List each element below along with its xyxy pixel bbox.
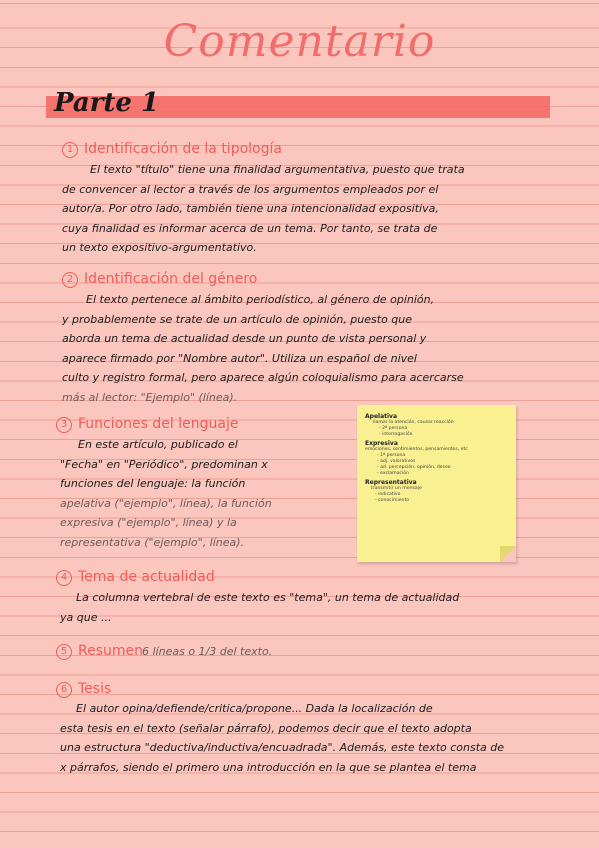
number-circle-icon: 3 xyxy=(56,417,72,433)
section-5-title: Resumen xyxy=(78,643,144,659)
note-line: - conocimiento xyxy=(375,498,410,503)
text-line: El texto "título" tiene una finalidad argumentativa, puesto que trata xyxy=(90,163,465,176)
text-line: ya que ... xyxy=(60,610,112,624)
text-line: "Fecha" en "Periódico", predominan x xyxy=(60,457,268,471)
text-line: El autor opina/defiende/critica/propone... Dada la localización de xyxy=(76,702,433,715)
note-line: - adj. valorativos xyxy=(377,459,416,464)
note-line: llamar la atención, causar reacción xyxy=(373,420,454,425)
page-title: Comentario xyxy=(163,16,436,67)
note-line: - 1ª persona xyxy=(377,453,406,458)
number-circle-icon: 6 xyxy=(56,682,72,698)
section-4-title: Tema de actualidad xyxy=(78,569,215,585)
sticky-note xyxy=(357,405,516,562)
text-line: El texto pertenece al ámbito periodístico, al género de opinión, xyxy=(86,293,435,306)
text-line: una estructura "deductiva/inductiva/encuadrada". Además, este texto consta de xyxy=(60,741,505,755)
text-line: x párrafos, siendo el primero una introducción en la que se plantea el tema xyxy=(60,760,477,774)
number-circle-icon: 5 xyxy=(56,644,72,660)
part-heading: Parte 1 xyxy=(54,88,160,118)
number-circle-icon: 1 xyxy=(62,142,78,158)
section-3-heading xyxy=(56,416,238,433)
text-line: representativa ("ejemplo", línea). xyxy=(60,535,245,549)
note-line: - 2ª persona xyxy=(379,426,408,431)
note-representativa-title: Representativa xyxy=(365,479,417,486)
note-expresiva-title: Expresiva xyxy=(365,440,398,447)
text-line: La columna vertebral de este texto es "tema", un tema de actualidad xyxy=(76,591,460,604)
text-line: de convencer al lector a través de los argumentos empleados por el xyxy=(62,182,439,196)
section-3-title: Funciones del lenguaje xyxy=(78,416,239,432)
text-line: funciones del lenguaje: la función xyxy=(60,477,246,491)
number-circle-icon: 2 xyxy=(62,272,78,288)
text-line: esta tesis en el texto (señalar párrafo), podemos decir que el texto adopta xyxy=(60,721,472,735)
text-line: En este artículo, publicado el xyxy=(78,438,238,451)
section-1-title: Identificación de la tipología xyxy=(84,141,282,157)
text-line: cuya finalidad es informar acerca de un tema. Por tanto, se trata de xyxy=(62,221,438,235)
text-line: un texto expositivo-argumentativo. xyxy=(62,241,257,255)
section-1-body xyxy=(62,160,538,258)
note-line: - exclamación xyxy=(377,471,409,476)
note-line: - interrogación xyxy=(379,432,413,437)
page-curl xyxy=(500,546,516,562)
number-circle-icon: 4 xyxy=(56,570,72,586)
section-4-heading xyxy=(56,569,215,586)
text-line: y probablemente se trate de un artículo de opinión, puesto que xyxy=(62,312,413,326)
section-3-body xyxy=(60,435,300,553)
section-2-heading xyxy=(62,271,257,288)
note-apelativa-title: Apelativa xyxy=(365,413,397,420)
note-line: emociones, sentimientos, pensamientos, etc xyxy=(365,447,468,452)
text-line: apelativa ("ejemplo", línea), la función xyxy=(60,496,272,510)
text-line: expresiva ("ejemplo", línea) y la xyxy=(60,516,237,530)
note-line: - ad. percepción, opinión, deseo xyxy=(377,465,451,470)
section-2-title: Identificación del género xyxy=(84,271,258,287)
section-6-heading xyxy=(56,681,111,698)
text-line: autor/a. Por otro lado, también tiene una intencionalidad expositiva, xyxy=(62,202,439,216)
note-line: - indicativo xyxy=(375,492,401,497)
text-line: más al lector: "Ejemplo" (línea). xyxy=(62,390,238,404)
section-5-heading xyxy=(56,643,143,660)
text-line: aparece firmado por "Nombre autor". Utiliza un español de nivel xyxy=(62,351,417,365)
section-4-body xyxy=(60,588,532,627)
section-1-heading xyxy=(62,141,282,158)
text-line: aborda un tema de actualidad desde un punto de vista personal y xyxy=(62,332,427,346)
note-line: transmitir un mensaje xyxy=(371,486,422,491)
section-5-body: 6 líneas o 1/3 del texto. xyxy=(142,645,273,658)
section-6-body xyxy=(60,699,536,777)
section-2-body xyxy=(62,290,540,408)
section-6-title: Tesis xyxy=(78,681,112,697)
text-line: culto y registro formal, pero aparece algún coloquialismo para acercarse xyxy=(62,371,464,385)
